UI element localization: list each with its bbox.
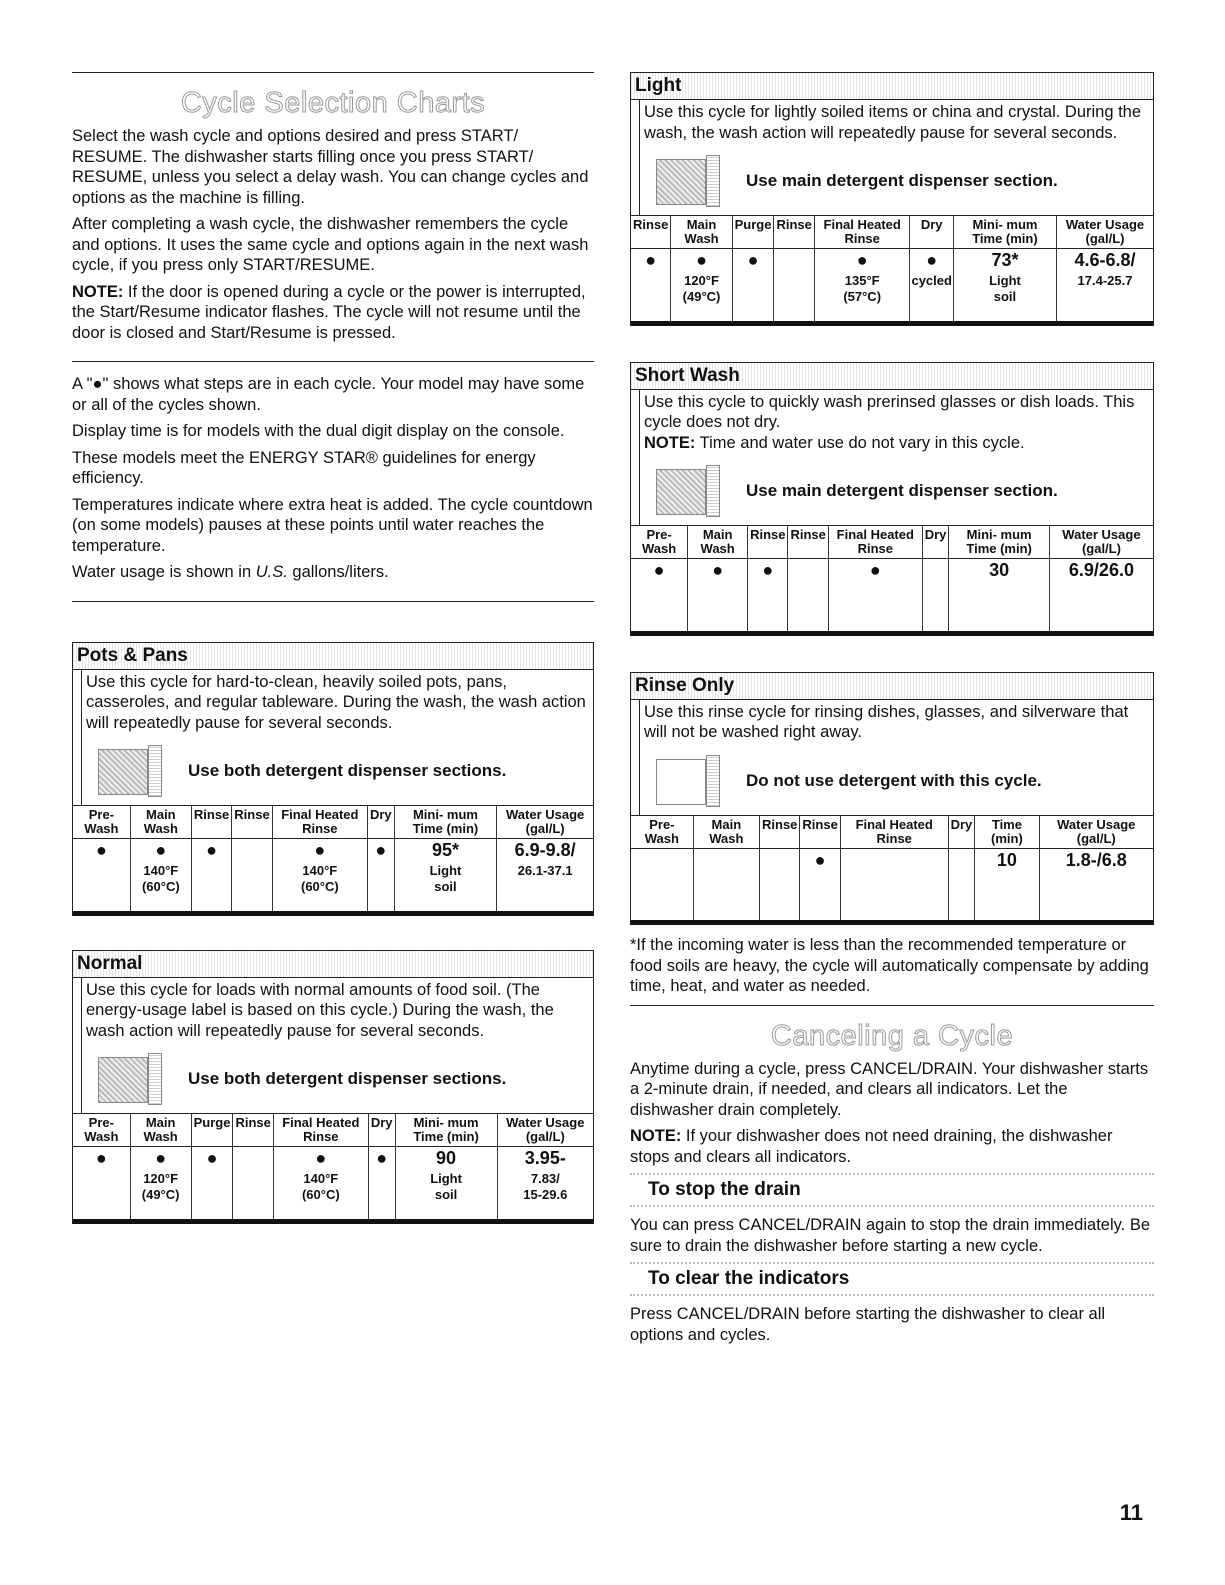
- cell-value: ●: [314, 840, 326, 860]
- desc-text: Use this cycle for loads with normal amounts of food soil. (The energy-usage label is based on this cycle.) During the wash, the wash action will repeatedly pause for several seconds.: [86, 980, 554, 1040]
- table-cell: [953, 249, 1056, 321]
- table-bottom-rule: [631, 920, 1153, 925]
- column-header: Pre- Wash: [73, 1114, 130, 1147]
- table-cell: [688, 559, 748, 631]
- column-header: Purge: [732, 216, 774, 249]
- cell-value: ●: [814, 849, 826, 870]
- column-header: Water Usage (gal/L): [497, 806, 593, 839]
- cell-temp: 7.83/: [530, 1171, 560, 1186]
- table-cell: [497, 1147, 593, 1219]
- cell-temp-c: (57°C): [843, 289, 882, 304]
- column-header: Purge: [191, 1114, 233, 1147]
- intro-p3: A "●" shows what steps are in each cycle. Your model may have some or all of the cycles shown.: [72, 375, 585, 414]
- table-header-row: [631, 216, 1153, 249]
- intro-p4: Display time is for models with the dual digit display on the console.: [72, 422, 565, 440]
- cell-temp: 26.1-37.1: [517, 863, 573, 878]
- table-header-row: [631, 815, 1153, 848]
- column-header: Final Heated Rinse: [840, 815, 948, 848]
- table-cell: [130, 839, 191, 911]
- cell-temp: Light: [989, 273, 1021, 288]
- cell-value: ●: [206, 1148, 218, 1168]
- column-header: Main Wash: [130, 806, 191, 839]
- dispenser-icon: [94, 1053, 164, 1105]
- column-header: Main Wash: [130, 1114, 191, 1147]
- page-number: 11: [1119, 1500, 1143, 1525]
- column-header: Rinse: [760, 815, 800, 848]
- note-text: If your dishwasher does not need draining, the dishwasher stops and clears all indicators.: [630, 1127, 1113, 1166]
- cell-value: ●: [762, 560, 774, 580]
- column-header: Dry: [948, 815, 975, 848]
- column-header: Dry: [367, 806, 394, 839]
- column-header: Dry: [922, 526, 949, 559]
- column-header: Final Heated Rinse: [273, 1114, 368, 1147]
- left-column: [72, 72, 594, 1224]
- cycle-light: [630, 72, 1154, 326]
- cycle-rinse-only: [630, 672, 1154, 926]
- intro-p2: After completing a wash cycle, the dishwasher remembers the cycle and options. It uses the same cycle and options again in the next wash cycle, if you press only START/RESUME.: [72, 215, 589, 274]
- column-header: Water Usage (gal/L): [497, 1114, 593, 1147]
- cell-value: 30: [989, 560, 1010, 580]
- table-cell: [1056, 249, 1153, 321]
- dispenser-row: [81, 733, 593, 805]
- column-header: Main Wash: [671, 216, 732, 249]
- cycle-title: Short Wash: [631, 363, 1153, 390]
- cycle-table: [73, 1113, 593, 1219]
- cell-value: 4.6-6.8/: [1074, 250, 1136, 270]
- cell-temp: 135°F: [844, 273, 880, 288]
- table-bottom-rule: [73, 1219, 593, 1224]
- cell-value: ●: [375, 840, 387, 860]
- table-cell: [191, 1147, 233, 1219]
- cycle-title: Pots & Pans: [73, 643, 593, 670]
- intro-p7: [72, 562, 594, 583]
- table-cell: [273, 1147, 368, 1219]
- column-header: Rinse: [233, 1114, 273, 1147]
- stop-drain-text: You can press CANCEL/DRAIN again to stop the drain immediately. Be sure to drain the dishwasher before starting a new cycle.: [630, 1216, 1151, 1255]
- cell-value: 73*: [991, 250, 1019, 270]
- cell-value: ●: [645, 250, 657, 270]
- cell-value: ●: [712, 560, 724, 580]
- cell-temp-c: (60°C): [301, 1187, 340, 1202]
- column-header: Rinse: [788, 526, 828, 559]
- column-header: Water Usage (gal/L): [1039, 815, 1153, 848]
- p7-c: gallons/liters.: [287, 563, 389, 581]
- table-cell: [497, 839, 593, 911]
- table-cell: [130, 1147, 191, 1219]
- table-row: [631, 559, 1153, 631]
- dispenser-instruction: Use main detergent dispenser section.: [746, 481, 1058, 500]
- column-header: Rinse: [800, 815, 840, 848]
- cell-temp: 140°F: [143, 863, 179, 878]
- table-cell: [631, 249, 671, 321]
- cell-value: ●: [155, 840, 167, 860]
- column-header: Pre- Wash: [631, 815, 693, 848]
- dispenser-instruction: Do not use detergent with this cycle.: [746, 770, 1042, 790]
- cycle-table: [73, 805, 593, 911]
- cycle-table: [631, 815, 1153, 921]
- cell-value: ●: [856, 250, 868, 270]
- cancel-note: [630, 1126, 1154, 1167]
- cycle-description: [639, 390, 1153, 454]
- table-cell: [368, 1147, 395, 1219]
- page-title: Cycle Selection Charts: [180, 87, 486, 119]
- cell-temp: cycled: [911, 273, 952, 288]
- table-cell: [631, 559, 688, 631]
- cell-value: ●: [95, 1148, 107, 1168]
- cell-value: ●: [926, 250, 938, 270]
- cell-value: 95*: [431, 840, 459, 860]
- section-rule: [72, 361, 594, 362]
- intro-p6: Temperatures indicate where extra heat is added. The cycle countdown (on some models) pauses at these points until water reaches the temperature.: [72, 495, 593, 555]
- table-cell: [774, 249, 814, 321]
- p7-a: Water usage is shown in: [72, 563, 256, 581]
- cell-temp: 140°F: [303, 1171, 339, 1186]
- cell-value: 6.9-9.8/: [514, 840, 576, 860]
- desc-text: Use this cycle to quickly wash prerinsed glasses or dish loads. This cycle does not dry.: [644, 392, 1135, 431]
- table-cell: [367, 839, 394, 911]
- table-row: [631, 249, 1153, 321]
- cell-temp: Light: [430, 1171, 462, 1186]
- desc-text: Use this rinse cycle for rinsing dishes, glasses, and silverware that will not be washed right away.: [644, 702, 1129, 741]
- column-header: Final Heated Rinse: [814, 216, 910, 249]
- intro-p5: These models meet the ENERGY STAR® guidelines for energy efficiency.: [72, 448, 536, 487]
- table-row: [73, 1147, 593, 1219]
- column-header: Rinse: [774, 216, 814, 249]
- cell-temp-c: (60°C): [141, 879, 180, 894]
- right-column: [630, 72, 1154, 1351]
- cycle-short-wash: [630, 362, 1154, 636]
- table-cell: [975, 848, 1039, 920]
- table-row: [631, 848, 1153, 920]
- table-bottom-rule: [631, 321, 1153, 326]
- table-cell: [732, 249, 774, 321]
- cycle-title: Rinse Only: [631, 673, 1153, 700]
- table-cell: [748, 559, 788, 631]
- cancel-title: Canceling a Cycle: [770, 1019, 1014, 1052]
- note-label: NOTE:: [644, 433, 696, 452]
- cycle-title: Light: [631, 73, 1153, 100]
- table-header-row: [73, 1114, 593, 1147]
- stop-drain-heading: To stop the drain: [630, 1173, 1154, 1207]
- column-header: Pre- Wash: [631, 526, 688, 559]
- cell-temp-c: soil: [993, 289, 1017, 304]
- cycle-description: [639, 100, 1153, 143]
- table-cell: [1039, 848, 1153, 920]
- cell-temp-c: soil: [434, 879, 457, 894]
- table-cell: [671, 249, 732, 321]
- column-header: Mini- mum Time (min): [394, 806, 497, 839]
- cycle-description: [639, 700, 1153, 743]
- desc-text: Use this cycle for lightly soiled items or china and crystal. During the wash, the wash action will repeatedly pause for several seconds.: [644, 103, 1142, 142]
- column-header: Mini- mum Time (min): [949, 526, 1050, 559]
- note-text: Time and water use do not vary in this cycle.: [695, 433, 1025, 452]
- dispenser-row: [639, 453, 1153, 525]
- table-bottom-rule: [73, 911, 593, 916]
- table-cell: [828, 559, 922, 631]
- table-cell: [693, 848, 759, 920]
- table-cell: [910, 249, 953, 321]
- cell-temp: 120°F: [684, 273, 719, 288]
- table-cell: [760, 848, 800, 920]
- column-header: Dry: [368, 1114, 395, 1147]
- cell-value: ●: [869, 560, 881, 580]
- cell-value: ●: [696, 250, 707, 270]
- cycle-table: [631, 525, 1153, 631]
- dispenser-row: [81, 1041, 593, 1113]
- column-header: Main Wash: [688, 526, 748, 559]
- table-bottom-rule: [631, 631, 1153, 636]
- cycle-normal: [72, 950, 594, 1224]
- cell-temp-c: 15-29.6: [523, 1187, 568, 1202]
- column-header: Rinse: [631, 216, 671, 249]
- cell-value: ●: [95, 840, 107, 860]
- table-cell: [233, 1147, 273, 1219]
- dispenser-instruction: Use both detergent dispenser sections.: [188, 761, 507, 780]
- desc-text: Use this cycle for hard-to-clean, heavily soiled pots, pans, casseroles, and regular tableware. During the wash, the wash action will repeatedly pause for several seconds.: [86, 672, 586, 732]
- table-cell: [272, 839, 367, 911]
- cycle-table: [631, 215, 1153, 321]
- intro-p1: Select the wash cycle and options desired and press START/ RESUME. The dishwasher starts filling once you press START/ RESUME, unless you select a delay wash. You can change cycles and options as the machine is filling.: [72, 127, 589, 207]
- top-rule: [72, 72, 594, 73]
- column-header: Mini- mum Time (min): [395, 1114, 497, 1147]
- table-cell: [73, 839, 130, 911]
- cell-value: 3.95-: [524, 1148, 566, 1168]
- footnote: *If the incoming water is less than the recommended temperature or food soils are heavy, the cycle will automatically compensate by adding time, heat, and water as needed.: [630, 936, 1149, 995]
- note-label: NOTE:: [72, 282, 124, 301]
- column-header: Mini- mum Time (min): [953, 216, 1056, 249]
- cell-temp: Light: [429, 863, 462, 878]
- column-header: Main Wash: [693, 815, 759, 848]
- cell-value: ●: [376, 1148, 388, 1168]
- table-header-row: [631, 526, 1153, 559]
- section-rule: [630, 1005, 1154, 1006]
- cell-value: ●: [315, 1148, 327, 1168]
- dispenser-instruction: Use main detergent dispenser section.: [746, 171, 1058, 190]
- dispenser-icon: [652, 755, 722, 807]
- cell-value: 10: [996, 849, 1017, 870]
- table-cell: [948, 848, 975, 920]
- dispenser-icon: [652, 465, 722, 517]
- table-cell: [191, 839, 231, 911]
- cell-value: ●: [653, 560, 665, 580]
- dispenser-row: [639, 743, 1153, 815]
- cell-temp: 17.4-25.7: [1077, 273, 1133, 288]
- column-header: Final Heated Rinse: [828, 526, 922, 559]
- dispenser-icon: [94, 745, 164, 797]
- table-cell: [800, 848, 840, 920]
- cell-temp: 140°F: [302, 863, 338, 878]
- cycle-pots-pans: [72, 642, 594, 916]
- column-header: Time (min): [975, 815, 1039, 848]
- table-cell: [73, 1147, 130, 1219]
- cell-temp: 120°F: [143, 1171, 179, 1186]
- table-cell: [922, 559, 949, 631]
- table-header-row: [73, 806, 593, 839]
- cell-value: 90: [436, 1148, 457, 1168]
- table-cell: [814, 249, 910, 321]
- dispenser-row: [639, 143, 1153, 215]
- table-cell: [232, 839, 272, 911]
- cell-temp-c: (49°C): [141, 1187, 180, 1202]
- clear-indicators-text: Press CANCEL/DRAIN before starting the dishwasher to clear all options and cycles.: [630, 1305, 1106, 1344]
- column-header: Final Heated Rinse: [272, 806, 367, 839]
- column-header: Rinse: [748, 526, 788, 559]
- column-header: Dry: [910, 216, 953, 249]
- table-cell: [1049, 559, 1153, 631]
- clear-indicators-heading: To clear the indicators: [630, 1262, 1154, 1296]
- p7-b: U.S.: [255, 563, 288, 581]
- cell-value: 1.8-/6.8: [1065, 849, 1127, 870]
- column-header: Pre- Wash: [73, 806, 130, 839]
- cancel-p1: Anytime during a cycle, press CANCEL/DRAIN. Your dishwasher starts a 2-minute drain, if needed, and clears all indicators. Let the dishwasher drain completely.: [630, 1059, 1149, 1119]
- cell-temp-c: (60°C): [300, 879, 339, 894]
- note-label: NOTE:: [630, 1127, 682, 1145]
- cell-temp-c: soil: [434, 1187, 458, 1202]
- cell-value: ●: [747, 250, 759, 270]
- intro-note: [72, 282, 594, 344]
- table-cell: [788, 559, 828, 631]
- cell-value: ●: [206, 840, 218, 860]
- section-rule: [72, 601, 594, 602]
- table-cell: [395, 1147, 497, 1219]
- table-cell: [840, 848, 948, 920]
- column-header: Water Usage (gal/L): [1056, 216, 1153, 249]
- cycle-title: Normal: [73, 951, 593, 978]
- dispenser-icon: [652, 155, 722, 207]
- cell-temp-c: (49°C): [682, 289, 721, 304]
- column-header: Rinse: [191, 806, 231, 839]
- cycle-description: [81, 978, 593, 1042]
- column-header: Water Usage (gal/L): [1049, 526, 1153, 559]
- cell-value: 6.9/26.0: [1068, 560, 1134, 580]
- column-header: Rinse: [232, 806, 272, 839]
- table-row: [73, 839, 593, 911]
- table-cell: [394, 839, 497, 911]
- cell-value: ●: [155, 1148, 167, 1168]
- table-cell: [631, 848, 693, 920]
- cycle-description: [81, 670, 593, 734]
- note-text: If the door is opened during a cycle or the power is interrupted, the Start/Resume indicator flashes. The cycle will not resume until the door is closed and Start/Resume is pressed.: [72, 282, 586, 342]
- dispenser-instruction: Use both detergent dispenser sections.: [188, 1069, 507, 1088]
- table-cell: [949, 559, 1050, 631]
